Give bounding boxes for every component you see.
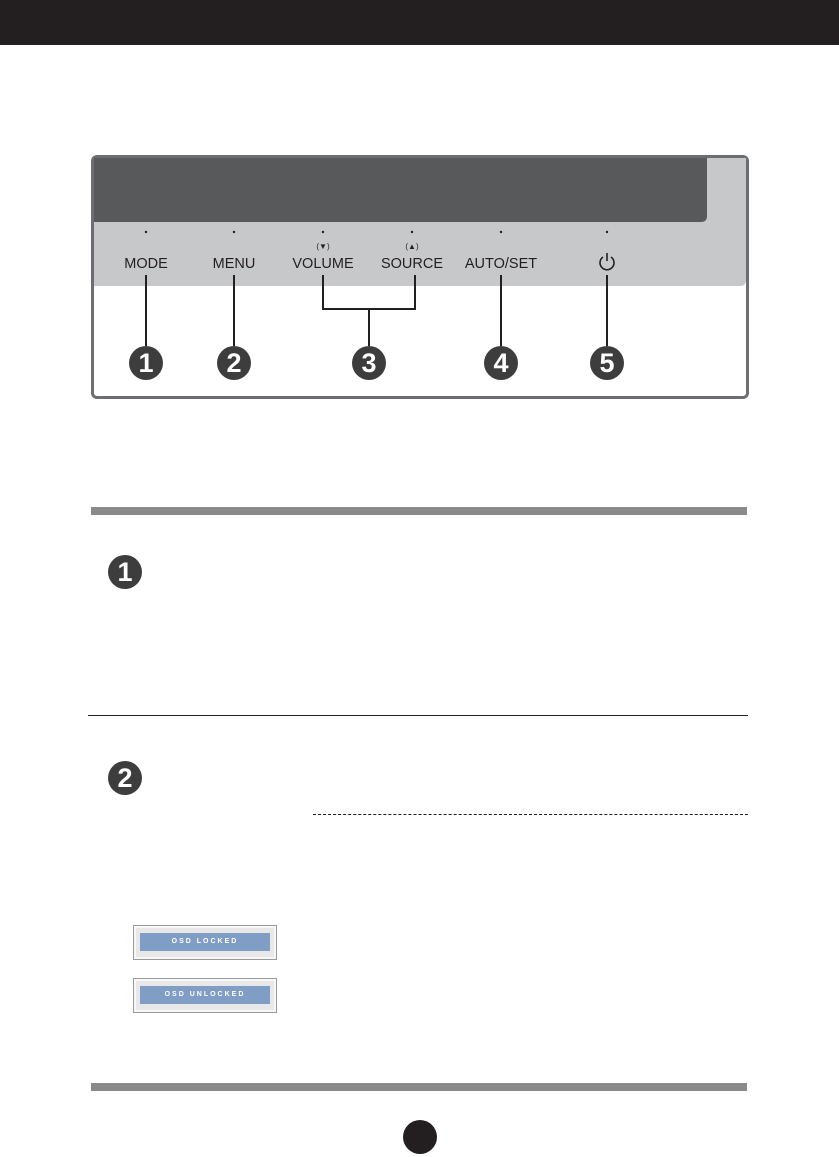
section-1-number: 1 xyxy=(108,555,142,589)
osd-unlocked-box xyxy=(133,978,277,1013)
source-button-label: SOURCE xyxy=(380,256,444,272)
osd-locked-box xyxy=(133,925,277,960)
section-divider-bottom xyxy=(91,1083,747,1091)
source-arrow-hint: (▲) xyxy=(405,242,419,251)
auto-set-button-label: AUTO/SET xyxy=(464,256,538,272)
control-panel-diagram xyxy=(91,155,749,399)
callout-4: 4 xyxy=(484,346,518,380)
section-2-number: 2 xyxy=(108,761,142,795)
header-bar xyxy=(0,0,839,45)
volume-button-label: VOLUME xyxy=(292,256,354,272)
mode-button-label: MODE xyxy=(124,256,168,272)
dotted-divider xyxy=(313,814,748,815)
screen-area xyxy=(94,158,707,222)
callout-1: 1 xyxy=(129,346,163,380)
osd-unlocked-label: OSD UNLOCKED xyxy=(140,986,270,1004)
callout-3: 3 xyxy=(352,346,386,380)
section-divider-middle xyxy=(88,715,748,716)
callout-5: 5 xyxy=(590,346,624,380)
section-divider-top xyxy=(91,507,747,515)
osd-locked-label: OSD LOCKED xyxy=(140,933,270,951)
panel-graphic xyxy=(94,158,746,396)
volume-arrow-hint: (▼) xyxy=(316,242,330,251)
menu-button-label: MENU xyxy=(212,256,256,272)
callout-2: 2 xyxy=(217,346,251,380)
power-icon xyxy=(598,252,616,277)
page-number-dot xyxy=(403,1120,437,1154)
